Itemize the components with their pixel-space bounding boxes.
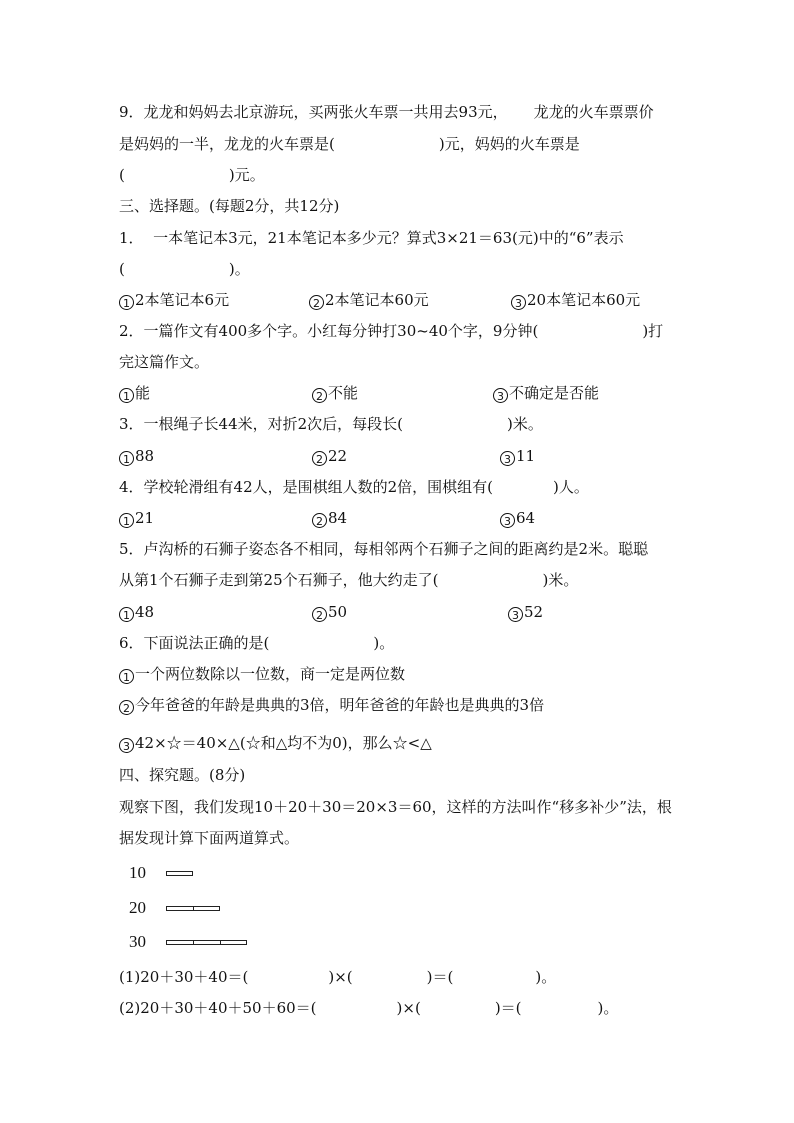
c3-text: 3．一根绳子长44米，对折2次后，每段长(	[119, 415, 404, 433]
section-4-title: 四、探究题。(8分)	[119, 766, 246, 784]
c2-line-1	[119, 321, 663, 341]
option-text: 50	[328, 603, 348, 621]
q9-line-1	[119, 102, 654, 122]
option-text: 21	[135, 509, 155, 527]
problem-text: (1)20＋30＋40＝(	[119, 968, 249, 986]
circled-number-icon: 1	[119, 513, 134, 528]
c3-option-3[interactable]	[500, 446, 535, 466]
c4-text: )人。	[553, 478, 589, 496]
q9-text: 9．龙龙和妈妈去北京游玩，买两张火车票一共用去93元，	[119, 103, 508, 121]
option-text: 2本笔记本6元	[135, 291, 230, 309]
c6-text: 6．下面说法正确的是(	[119, 634, 270, 652]
c3-option-2[interactable]	[312, 446, 347, 466]
option-text: 42×☆＝40×△(☆和△均不为0)，那么☆<△	[135, 734, 432, 752]
c6-text: )。	[373, 634, 395, 652]
circled-number-icon: 2	[312, 388, 327, 403]
circled-number-icon: 2	[312, 607, 327, 622]
circled-number-icon: 3	[500, 451, 515, 466]
option-text: 20本笔记本60元	[527, 291, 641, 309]
option-text: 84	[328, 509, 348, 527]
problem-2	[119, 998, 618, 1018]
c5-line-1: 5．卢沟桥的石狮子姿态各不相同，每相邻两个石狮子之间的距离约是2米。聪聪	[119, 540, 649, 558]
circled-number-icon: 2	[119, 700, 134, 715]
circled-number-icon: 3	[508, 607, 523, 622]
c3-text: )米。	[507, 415, 543, 433]
circled-number-icon: 1	[119, 669, 134, 684]
circled-number-icon: 2	[312, 451, 327, 466]
q9-text: )元，妈妈的火车票是	[438, 135, 580, 153]
problem-text: )＝(	[494, 999, 522, 1017]
c5-line-2	[119, 570, 578, 590]
c4-option-2[interactable]	[312, 508, 347, 528]
c2-line-2: 完这篇作文。	[119, 353, 210, 371]
circled-number-icon: 2	[312, 513, 327, 528]
c4-line-1	[119, 477, 589, 497]
c2-option-2[interactable]	[312, 383, 358, 403]
q9-text: 是妈妈的一半，龙龙的火车票是(	[119, 135, 335, 153]
option-text: 一个两位数除以一位数，商一定是两位数	[135, 665, 406, 683]
c1-option-2[interactable]	[309, 290, 429, 310]
circled-number-icon: 1	[119, 607, 134, 622]
c2-option-3[interactable]	[493, 383, 599, 403]
q9-text: )元。	[228, 166, 265, 184]
option-text: 能	[135, 384, 151, 402]
q9-text: (	[119, 166, 125, 184]
c6-option-3[interactable]	[119, 733, 432, 753]
problem-1	[119, 967, 556, 987]
c2-text: )打	[642, 322, 664, 340]
option-text: 52	[524, 603, 544, 621]
c2-option-1[interactable]	[119, 383, 150, 403]
problem-text: )＝(	[426, 968, 454, 986]
c1-text: (	[119, 260, 125, 278]
figure-bar-divider	[220, 940, 221, 945]
c6-line-1	[119, 633, 394, 653]
circled-number-icon: 1	[119, 295, 134, 310]
c5-text: )米。	[542, 571, 579, 589]
option-text: 11	[516, 447, 536, 465]
q9-text: 龙龙的火车票票价	[533, 103, 654, 121]
option-text: 不能	[328, 384, 359, 402]
c1-stem: 1． 一本笔记本3元，21本笔记本多少元？算式3×21＝63(元)中的“6”表示	[119, 229, 624, 247]
option-text: 48	[135, 603, 155, 621]
circled-number-icon: 3	[493, 388, 508, 403]
circled-number-icon: 3	[119, 738, 134, 753]
c6-option-1[interactable]	[119, 664, 405, 684]
figure-bar	[166, 940, 247, 945]
c1-line-2	[119, 259, 250, 279]
problem-text: )×(	[328, 968, 353, 986]
problem-text: )。	[597, 999, 619, 1017]
c3-line-1	[119, 414, 543, 434]
section-3-title: 三、选择题。(每题2分，共12分)	[119, 197, 340, 215]
q9-line-2	[119, 134, 580, 154]
c4-option-3[interactable]	[500, 508, 535, 528]
figure-bar	[166, 906, 220, 911]
option-text: 22	[328, 447, 348, 465]
figure-bar-divider	[193, 940, 194, 945]
c5-option-3[interactable]	[508, 602, 543, 622]
figure-bar	[166, 871, 193, 876]
c5-text: 从第1个石狮子走到第25个石狮子，他大约走了(	[119, 571, 439, 589]
q9-line-3	[119, 165, 265, 185]
c3-option-1[interactable]	[119, 446, 154, 466]
option-text: 今年爸爸的年龄是典典的3倍，明年爸爸的年龄也是典典的3倍	[135, 696, 545, 714]
circled-number-icon: 3	[511, 295, 526, 310]
c5-option-2[interactable]	[312, 602, 347, 622]
circled-number-icon: 3	[500, 513, 515, 528]
section-4-intro-2: 据发现计算下面两道算式。	[119, 829, 300, 847]
option-text: 2本笔记本60元	[325, 291, 429, 309]
problem-text: )×(	[396, 999, 421, 1017]
figure-label: 30	[129, 932, 146, 951]
figure-label: 10	[129, 863, 146, 882]
option-text: 88	[135, 447, 155, 465]
figure-label: 20	[129, 898, 146, 917]
option-text: 不确定是否能	[509, 384, 600, 402]
figure-bar-divider	[193, 906, 194, 911]
option-text: 64	[516, 509, 536, 527]
circled-number-icon: 2	[309, 295, 324, 310]
section-4-intro-1: 观察下图，我们发现10＋20＋30＝20×3＝60，这样的方法叫作“移多补少”法，根	[119, 798, 672, 816]
circled-number-icon: 1	[119, 388, 134, 403]
c4-option-1[interactable]	[119, 508, 154, 528]
c2-text: 2．一篇作文有400多个字。小红每分钟打30~40个字，9分钟(	[119, 322, 539, 340]
problem-text: (2)20＋30＋40＋50＋60＝(	[119, 999, 317, 1017]
c1-option-1[interactable]	[119, 290, 229, 310]
c5-option-1[interactable]	[119, 602, 154, 622]
c1-option-3[interactable]	[511, 290, 640, 310]
problem-text: )。	[535, 968, 557, 986]
c1-text: )。	[228, 260, 250, 278]
circled-number-icon: 1	[119, 451, 134, 466]
c6-option-2[interactable]	[119, 695, 544, 715]
c4-text: 4．学校轮滑组有42人，是围棋组人数的2倍，围棋组有(	[119, 478, 494, 496]
